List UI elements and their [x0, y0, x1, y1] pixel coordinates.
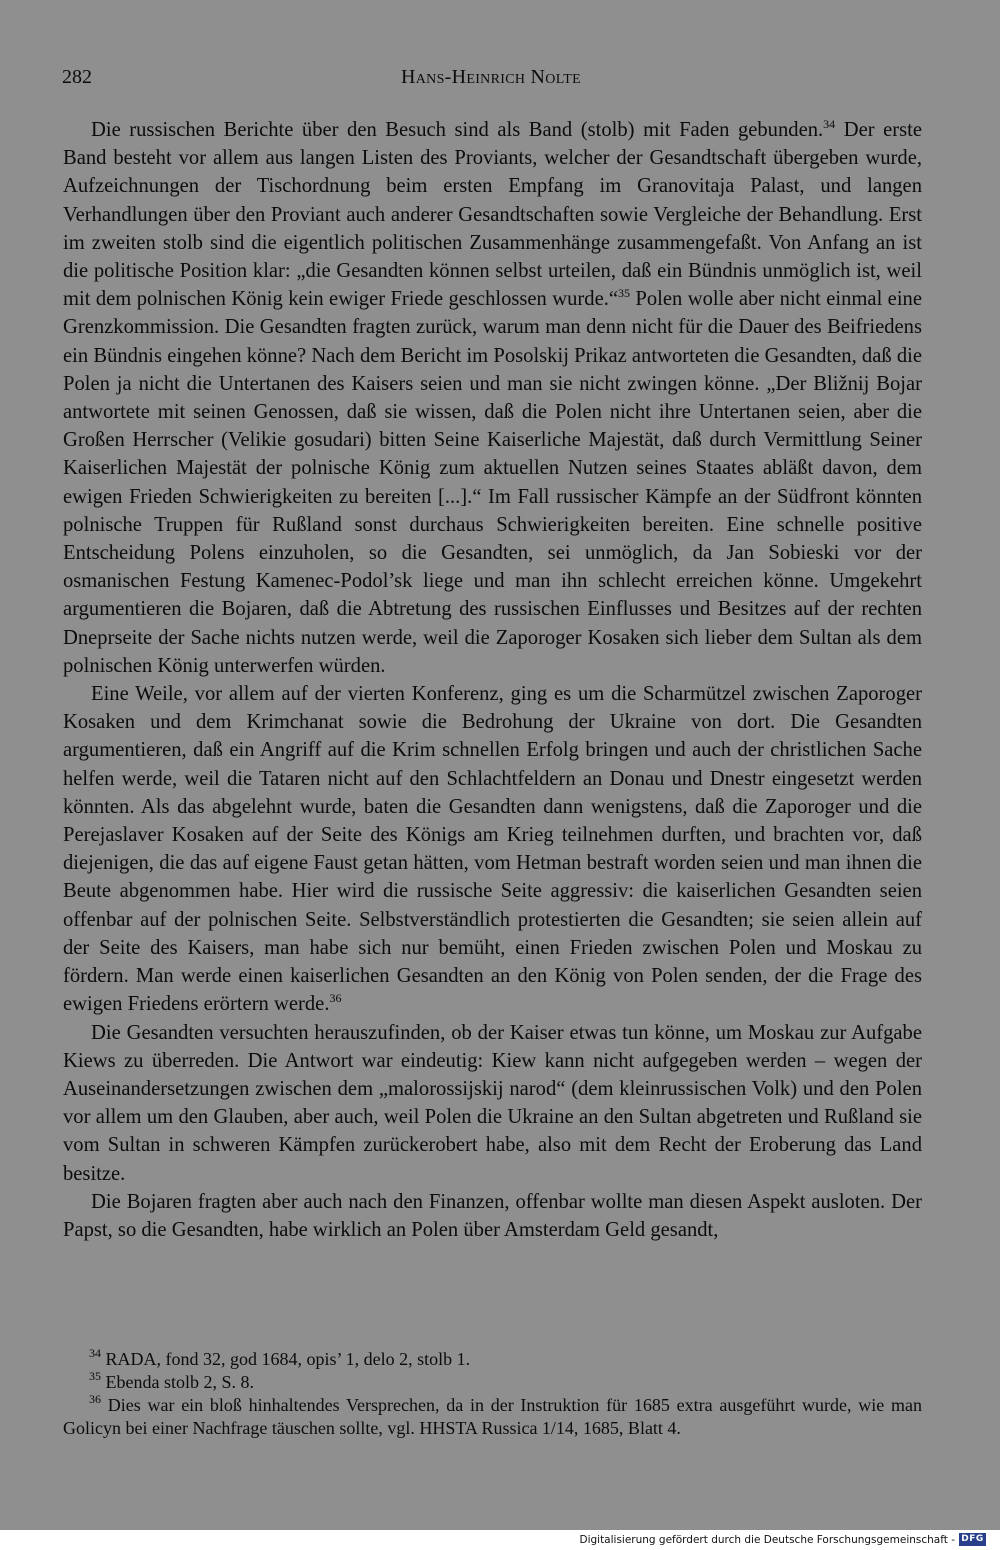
footnote-number: 36: [89, 1392, 101, 1406]
paragraph-text: Die Gesandten versuchten herauszufinden, ob der Kaiser etwas tun könne, um Moskau zur Aufgabe Kiews zu überreden. Die Antwort war eindeutig: Kiew kann nicht aufgegeben werden – wegen der Auseinandersetzungen zwischen dem „malorossijskij narod“ (dem kleinrussischen Volk) und den Polen vor allem um den Glauben, aber auch, weil Polen die Ukraine an den Sultan abgetreten und Rußland sie vom Sultan in schweren Kämpfen zurückerobert habe, also mit dem Recht der Eroberung das Land besitze.: [63, 1021, 922, 1185]
footnote-number: 35: [89, 1369, 101, 1383]
footnote: [63, 1394, 922, 1440]
paragraph-text: Eine Weile, vor allem auf der vierten Konferenz, ging es um die Scharmützel zwischen Zaporoger Kosaken und dem Krimchanat sowie die Bedrohung der Ukraine von dort. Die Gesandten argumentieren, daß ein Angriff auf die Krim schnellen Erfolg bringen und auch der christlichen Sache helfen werde, weil die Tataren nicht auf den Schlachtfeldern an Donau und Dnestr eingesetzt werden könnten. Als das abgelehnt wurde, baten die Gesandten dann wenigstens, daß die Zaporoger und die Perejaslaver Kosaken auf der Seite des Königs am Krieg teilnehmen durften, und brachten vor, daß diejenigen, die das auf eigene Faust getan hätten, vom Hetman bestraft worden seien und man ihnen die Beute abgenommen habe. Hier wird die russische Seite aggressiv: die kaiserlichen Gesandten seien offenbar auf der polnischen Seite. Selbstverständlich protestierten die Gesandten; sie seien allein auf der Seite des Kaisers, man habe sich nur bemüht, einen Frieden zwischen Polen und Moskau zu fördern. Man werde einen kaiserlichen Gesandten an den König von Polen senden, der die Frage des ewigen Friedens erörtern werde.: [63, 683, 922, 1016]
paragraph: [63, 680, 922, 1018]
footnote: [63, 1348, 922, 1371]
paragraph-text: Die Bojaren fragten aber auch nach den Finanzen, offenbar wollte man diesen Aspekt ausloten. Der Papst, so die Gesandten, habe wirklich an Polen über Amsterdam Geld gesandt,: [63, 1190, 922, 1241]
footnote-ref[interactable]: 36: [329, 991, 342, 1006]
paragraph: [63, 1188, 922, 1244]
running-head-author: Hans-Heinrich Nolte: [401, 66, 581, 88]
paragraph-text: Polen wolle aber nicht einmal eine Grenzkommission. Die Gesandten fragten zurück, warum man denn nicht für die Dauer des Beifriedens ein Bündnis eingehen könne? Nach dem Bericht im Posolskij Prikaz antworteten die Gesandten, daß die Polen ja nicht die Untertanen des Kaisers seien und man sie nicht zwingen könne. „Der Bližnij Bojar antwortete mit seinen Genossen, daß sie wissen, daß die Polen nicht ihre Untertanen seien, aber die Großen Herrscher (Velikie gosudari) bitten Seine Kaiserliche Majestät, daß durch Vermittlung Seiner Kaiserlichen Majestät der polnische König zum aktuellen Nutzen seines Staates abläßt davon, dem ewigen Frieden Schwierigkeiten zu bereiten [...].“ Im Fall russischer Kämpfe an der Südfront könnten polnische Truppen für Rußland sonst durchaus Schwierigkeiten bereiten. Eine schnelle positive Entscheidung Polens einzuholen, so die Gesandten, sei unmöglich, da Jan Sobieski vor der osmanischen Festung Kamenec-Podol’sk liege und man ihn schlecht erreichen könne. Umgekehrt argumentieren die Bojaren, daß die Abtretung des russischen Einflusses und Besitzes auf der rechten Dneprseite der Sache nichts nutzen werde, weil die Zaporoger Kosaken sich lieber dem Sultan als dem polnischen König unterwerfen würden.: [63, 288, 922, 677]
footnote-number: 34: [89, 1346, 101, 1360]
dfg-logo-icon: DFG: [959, 1533, 986, 1546]
footnote-ref[interactable]: 34: [823, 117, 836, 131]
footnote-text: Ebenda stolb 2, S. 8.: [101, 1372, 254, 1392]
page-number: 282: [62, 66, 92, 88]
footnotes: [63, 1348, 922, 1440]
paragraph: [63, 116, 922, 680]
running-head: [62, 63, 920, 91]
footnote-text: RADA, fond 32, god 1684, opis’ 1, delo 2, stolb 1.: [101, 1349, 471, 1369]
footnote-text: Dies war ein bloß hinhaltendes Versprechen, da in der Instruktion für 1685 extra ausgeführt wurde, wie man Golicyn bei einer Nachfrage täuschen sollte, vgl. HHSTA Russica 1/14, 1685, Blatt 4.: [63, 1395, 922, 1438]
body-text: [63, 116, 922, 1244]
paragraph-text: Der erste Band besteht vor allem aus langen Listen des Proviants, welcher der Gesandtschaft übergeben wurde, Aufzeichnungen der Tischordnung beim ersten Empfang im Granovitaja Palast, und langen Verhandlungen über den Proviant auch anderer Gesandtschaften sowie Vergleiche der Behandlung. Erst im zweiten stolb sind die eigentlich politischen Zusammenhänge zusammengefaßt. Von Anfang an ist die politische Position klar: „die Gesandten können selbst urteilen, daß ein Bündnis unmöglich ist, weil mit dem polnischen König kein ewiger Friede geschlossen wurde.“: [63, 119, 922, 311]
paragraph: [63, 1019, 922, 1188]
footnote: [63, 1371, 922, 1394]
footnote-ref[interactable]: 35: [618, 286, 630, 301]
digitization-credit-bar: [0, 1530, 1000, 1550]
digitization-credit: Digitalisierung gefördert durch die Deutsche Forschungsgemeinschaft -: [579, 1534, 955, 1546]
paragraph-text: Die russischen Berichte über den Besuch sind als Band (stolb) mit Faden gebunden.: [91, 119, 824, 141]
